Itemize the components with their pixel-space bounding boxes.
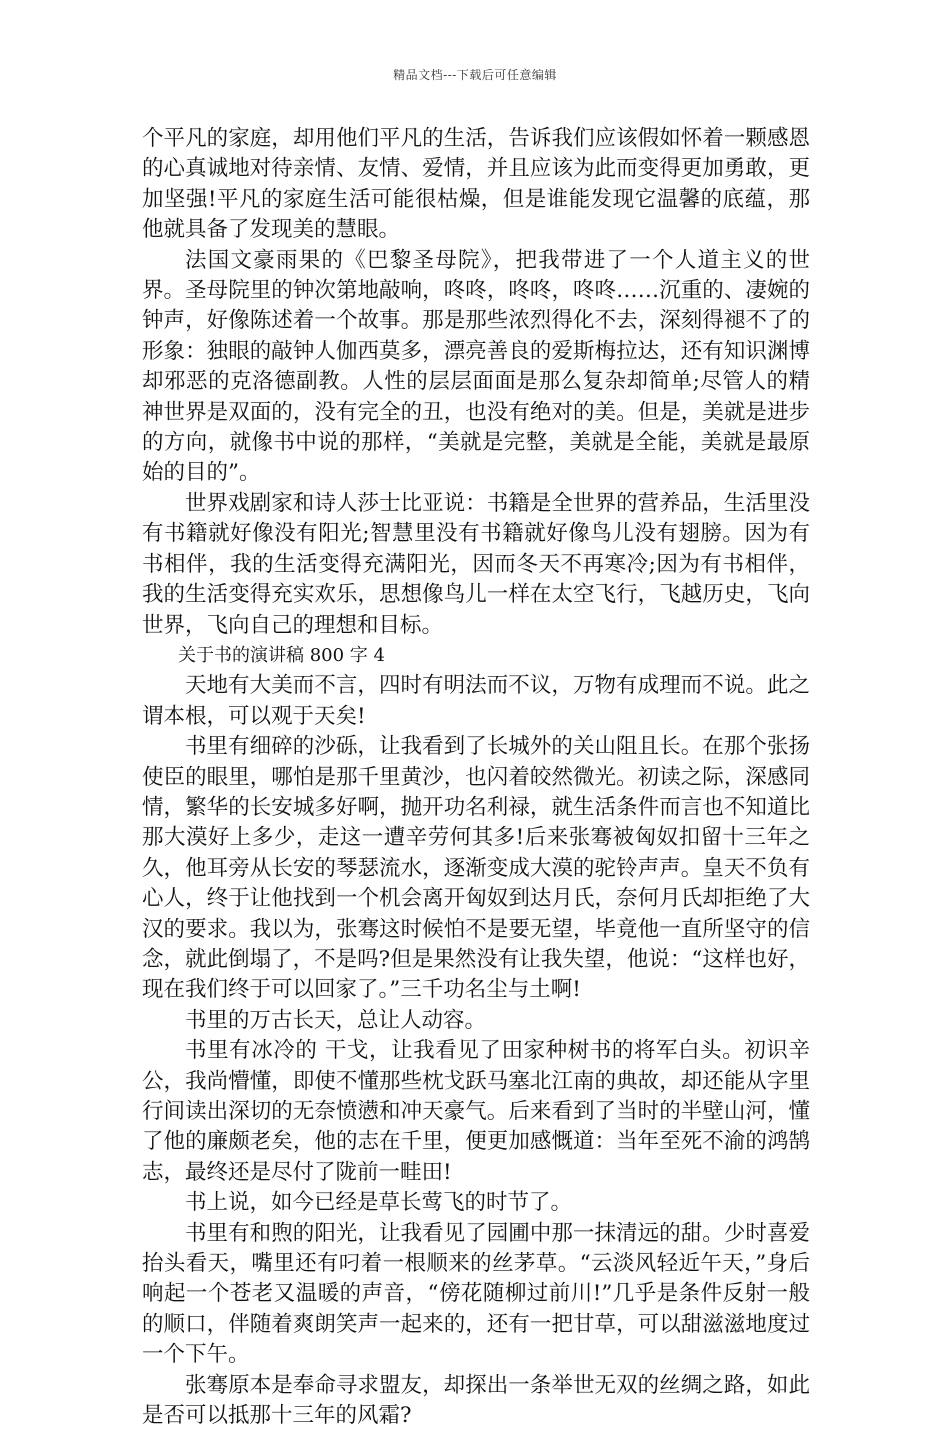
document-body xyxy=(142,124,810,1431)
paragraph-11: 张骞原本是奉命寻求盟友，却探出一条举世无双的丝绸之路，如此是否可以抵那十三年的风霜? xyxy=(142,1372,810,1429)
paragraph-7: 书里的万古长天，总让人动容。 xyxy=(185,1007,487,1033)
paragraph-2: 法国文豪雨果的《巴黎圣母院》，把我带进了一个人道主义的世界。圣母院里的钟次第地敲响，咚咚，咚咚，咚咚……沉重的、凄婉的钟声，好像陈述着一个故事。那是那些浓烈得化不去，深刻得褪不了的形象：独眼的敲钟人伽西莫多，漂亮善良的爱斯梅拉达，还有知识渊博却邪恶的克洛德副教。人性的层层面面是那么复杂却简单;尽管人的精神世界是双面的，没有完全的丑，也没有绝对的美。但是，美就是进步的方向，就像书中说的那样，“美就是完整，美就是全能，美就是最原始的目的”。 xyxy=(142,247,810,486)
paragraph-6: 书里有细碎的沙砾，让我看到了长城外的关山阻且长。在那个张扬使臣的眼里，哪怕是那千里黄沙，也闪着皎然微光。初读之际，深感同情，繁华的长安城多好啊，抛开功名利禄，就生活条件而言也不知道比那大漠好上多少，走这一遭辛劳何其多!后来张骞被匈奴扣留十三年之久，他耳旁从长安的琴瑟流水，逐渐变成大漠的驼铃声声。皇天不负有心人，终于让他找到一个机会离开匈奴到达月氏，奈何月氏却拒绝了大汉的要求。我以为，张骞这时候怕不是要无望，毕竟他一直所坚守的信念，就此倒塌了，不是吗?但是果然没有让我失望，他说：“这样也好，现在我们终于可以回家了。”三千功名尘与土啊! xyxy=(142,734,810,1003)
paragraph-10: 书里有和煦的阳光，让我看见了园圃中那一抹清远的甜。少时喜爱抬头看天，嘴里还有叼着一根顺来的丝茅草。“云淡风轻近午天，”身后响起一个苍老又温暖的声音，“傍花随柳过前川!”几乎是条件反射一般的顺口，伴随着爽朗笑声一起来的，还有一把甘草，可以甜滋滋地度过一个下午。 xyxy=(142,1220,810,1368)
paragraph-5: 天地有大美而不言，四时有明法而不议，万物有成理而不说。此之谓本根，可以观于天矣! xyxy=(142,673,810,729)
paragraph-1: 个平凡的家庭，却用他们平凡的生活，告诉我们应该假如怀着一颗感恩的心真诚地对待亲情、友情、爱情，并且应该为此而变得更加勇敢，更加坚强!平凡的家庭生活可能很枯燥，但是谁能发现它温馨的底蕴，那他就具备了发现美的慧眼。 xyxy=(142,126,810,243)
page-header: 精品文档---下载后可任意编辑 xyxy=(393,68,557,82)
paragraph-8: 书里有冰冷的 干戈，让我看见了田家种树书的将军白头。初识辛公，我尚懵懂，即使不懂那些枕戈跃马塞北江南的典故，却还能从字里行间读出深切的无奈愤懑和冲天豪气。后来看到了当时的半壁山河，懂了他的廉颇老矣，他的志在千里，便更加感慨道：当年至死不渝的鸿鹄志，最终还是尽付了陇前一畦田! xyxy=(142,1038,810,1185)
paragraph-3: 世界戏剧家和诗人莎士比亚说：书籍是全世界的营养品，生活里没有书籍就好像没有阳光;智慧里没有书籍就好像鸟儿没有翅膀。因为有书相伴，我的生活变得充满阳光，因而冬天不再寒冷;因为有书相伴，我的生活变得充实欢乐，思想像鸟儿一样在太空飞行，飞越历史，飞向世界，飞向自己的理想和目标。 xyxy=(142,490,810,638)
section-heading: 关于书的演讲稿 800 字 4 xyxy=(178,644,385,666)
paragraph-9: 书上说，如今已经是草长莺飞的时节了。 xyxy=(185,1190,573,1216)
